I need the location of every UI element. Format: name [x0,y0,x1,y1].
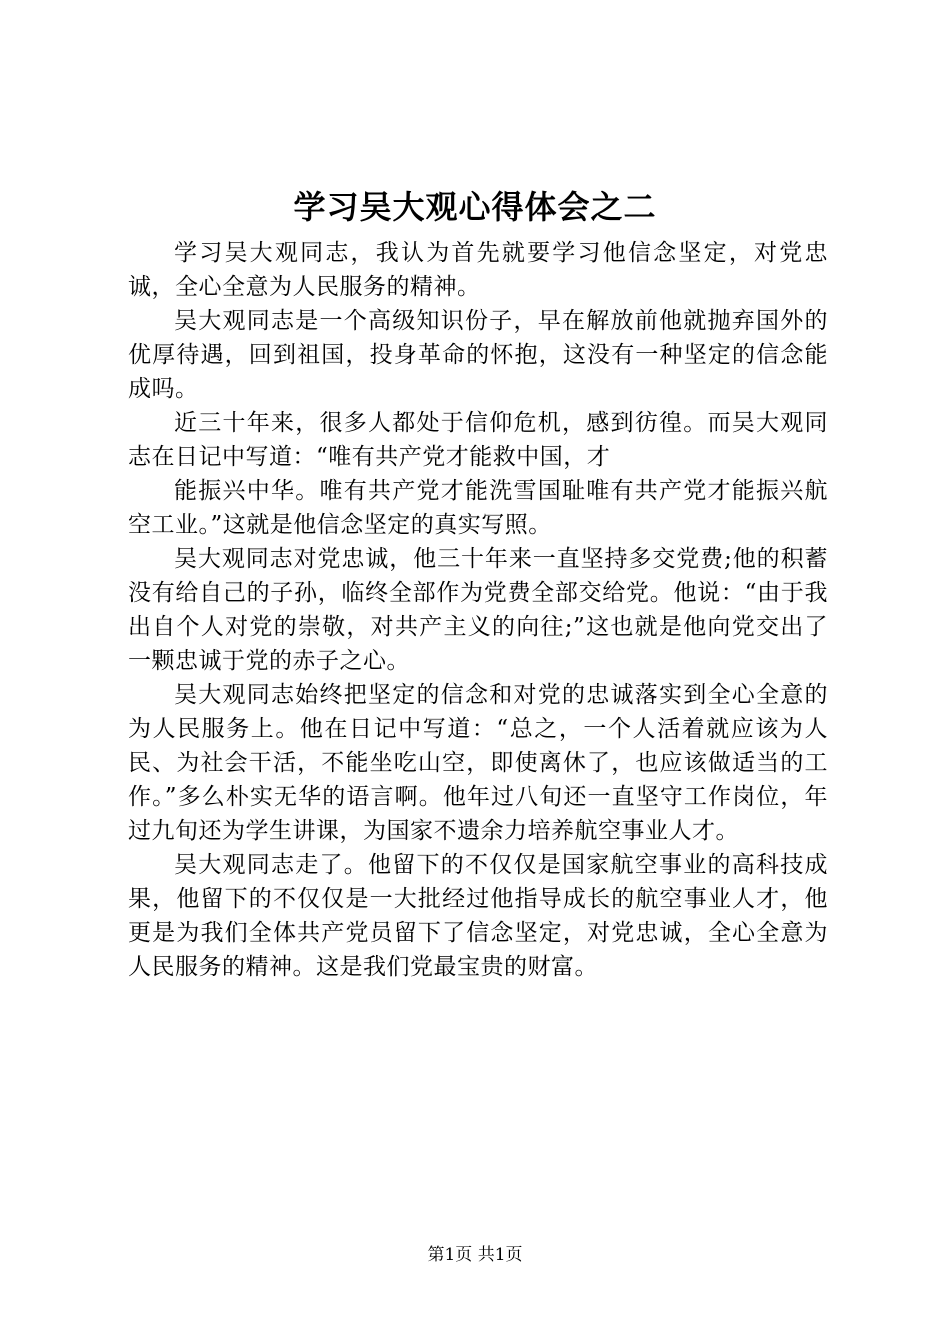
paragraph-3: 近三十年来，很多人都处于信仰危机，感到彷徨。而吴大观同志在日记中写道：“唯有共产党才能救中国，才 [128,410,828,470]
document-title: 学习吴大观心得体会之二 [293,188,657,226]
paragraph-2: 吴大观同志是一个高级知识份子，早在解放前他就抛弃国外的优厚待遇，回到祖国，投身革命的怀抱，这没有一种坚定的信念能成吗。 [128,308,828,402]
paragraph-7: 吴大观同志走了。他留下的不仅仅是国家航空事业的高科技成果，他留下的不仅仅是一大批经过他指导成长的航空事业人才，他更是为我们全体共产党员留下了信念坚定，对党忠诚，全心全意为人民服务的精神。这是我们党最宝贵的财富。 [128,852,828,980]
paragraph-6: 吴大观同志始终把坚定的信念和对党的忠诚落实到全心全意的为人民服务上。他在日记中写道：“总之，一个人活着就应该为人民、为社会干活，不能坐吃山空，即使离休了，也应该做适当的工作。”多么朴实无华的语言啊。他年过八旬还一直坚守工作岗位，年过九旬还为学生讲课，为国家不遗余力培养航空事业人才。 [128,682,828,844]
paragraph-1: 学习吴大观同志，我认为首先就要学习他信念坚定，对党忠诚，全心全意为人民服务的精神。 [128,240,828,300]
paragraph-4: 能振兴中华。唯有共产党才能洗雪国耻唯有共产党才能振兴航空工业。”这就是他信念坚定的真实写照。 [128,478,828,538]
document-body [128,236,828,984]
paragraph-5: 吴大观同志对党忠诚，他三十年来一直坚持多交党费;他的积蓄没有给自己的子孙，临终全部作为党费全部交给党。他说：“由于我出自个人对党的崇敬，对共产主义的向往;”这也就是他向党交出了一颗忠诚于党的赤子之心。 [128,546,828,674]
page-number-footer: 第1页 共1页 [427,1245,523,1265]
